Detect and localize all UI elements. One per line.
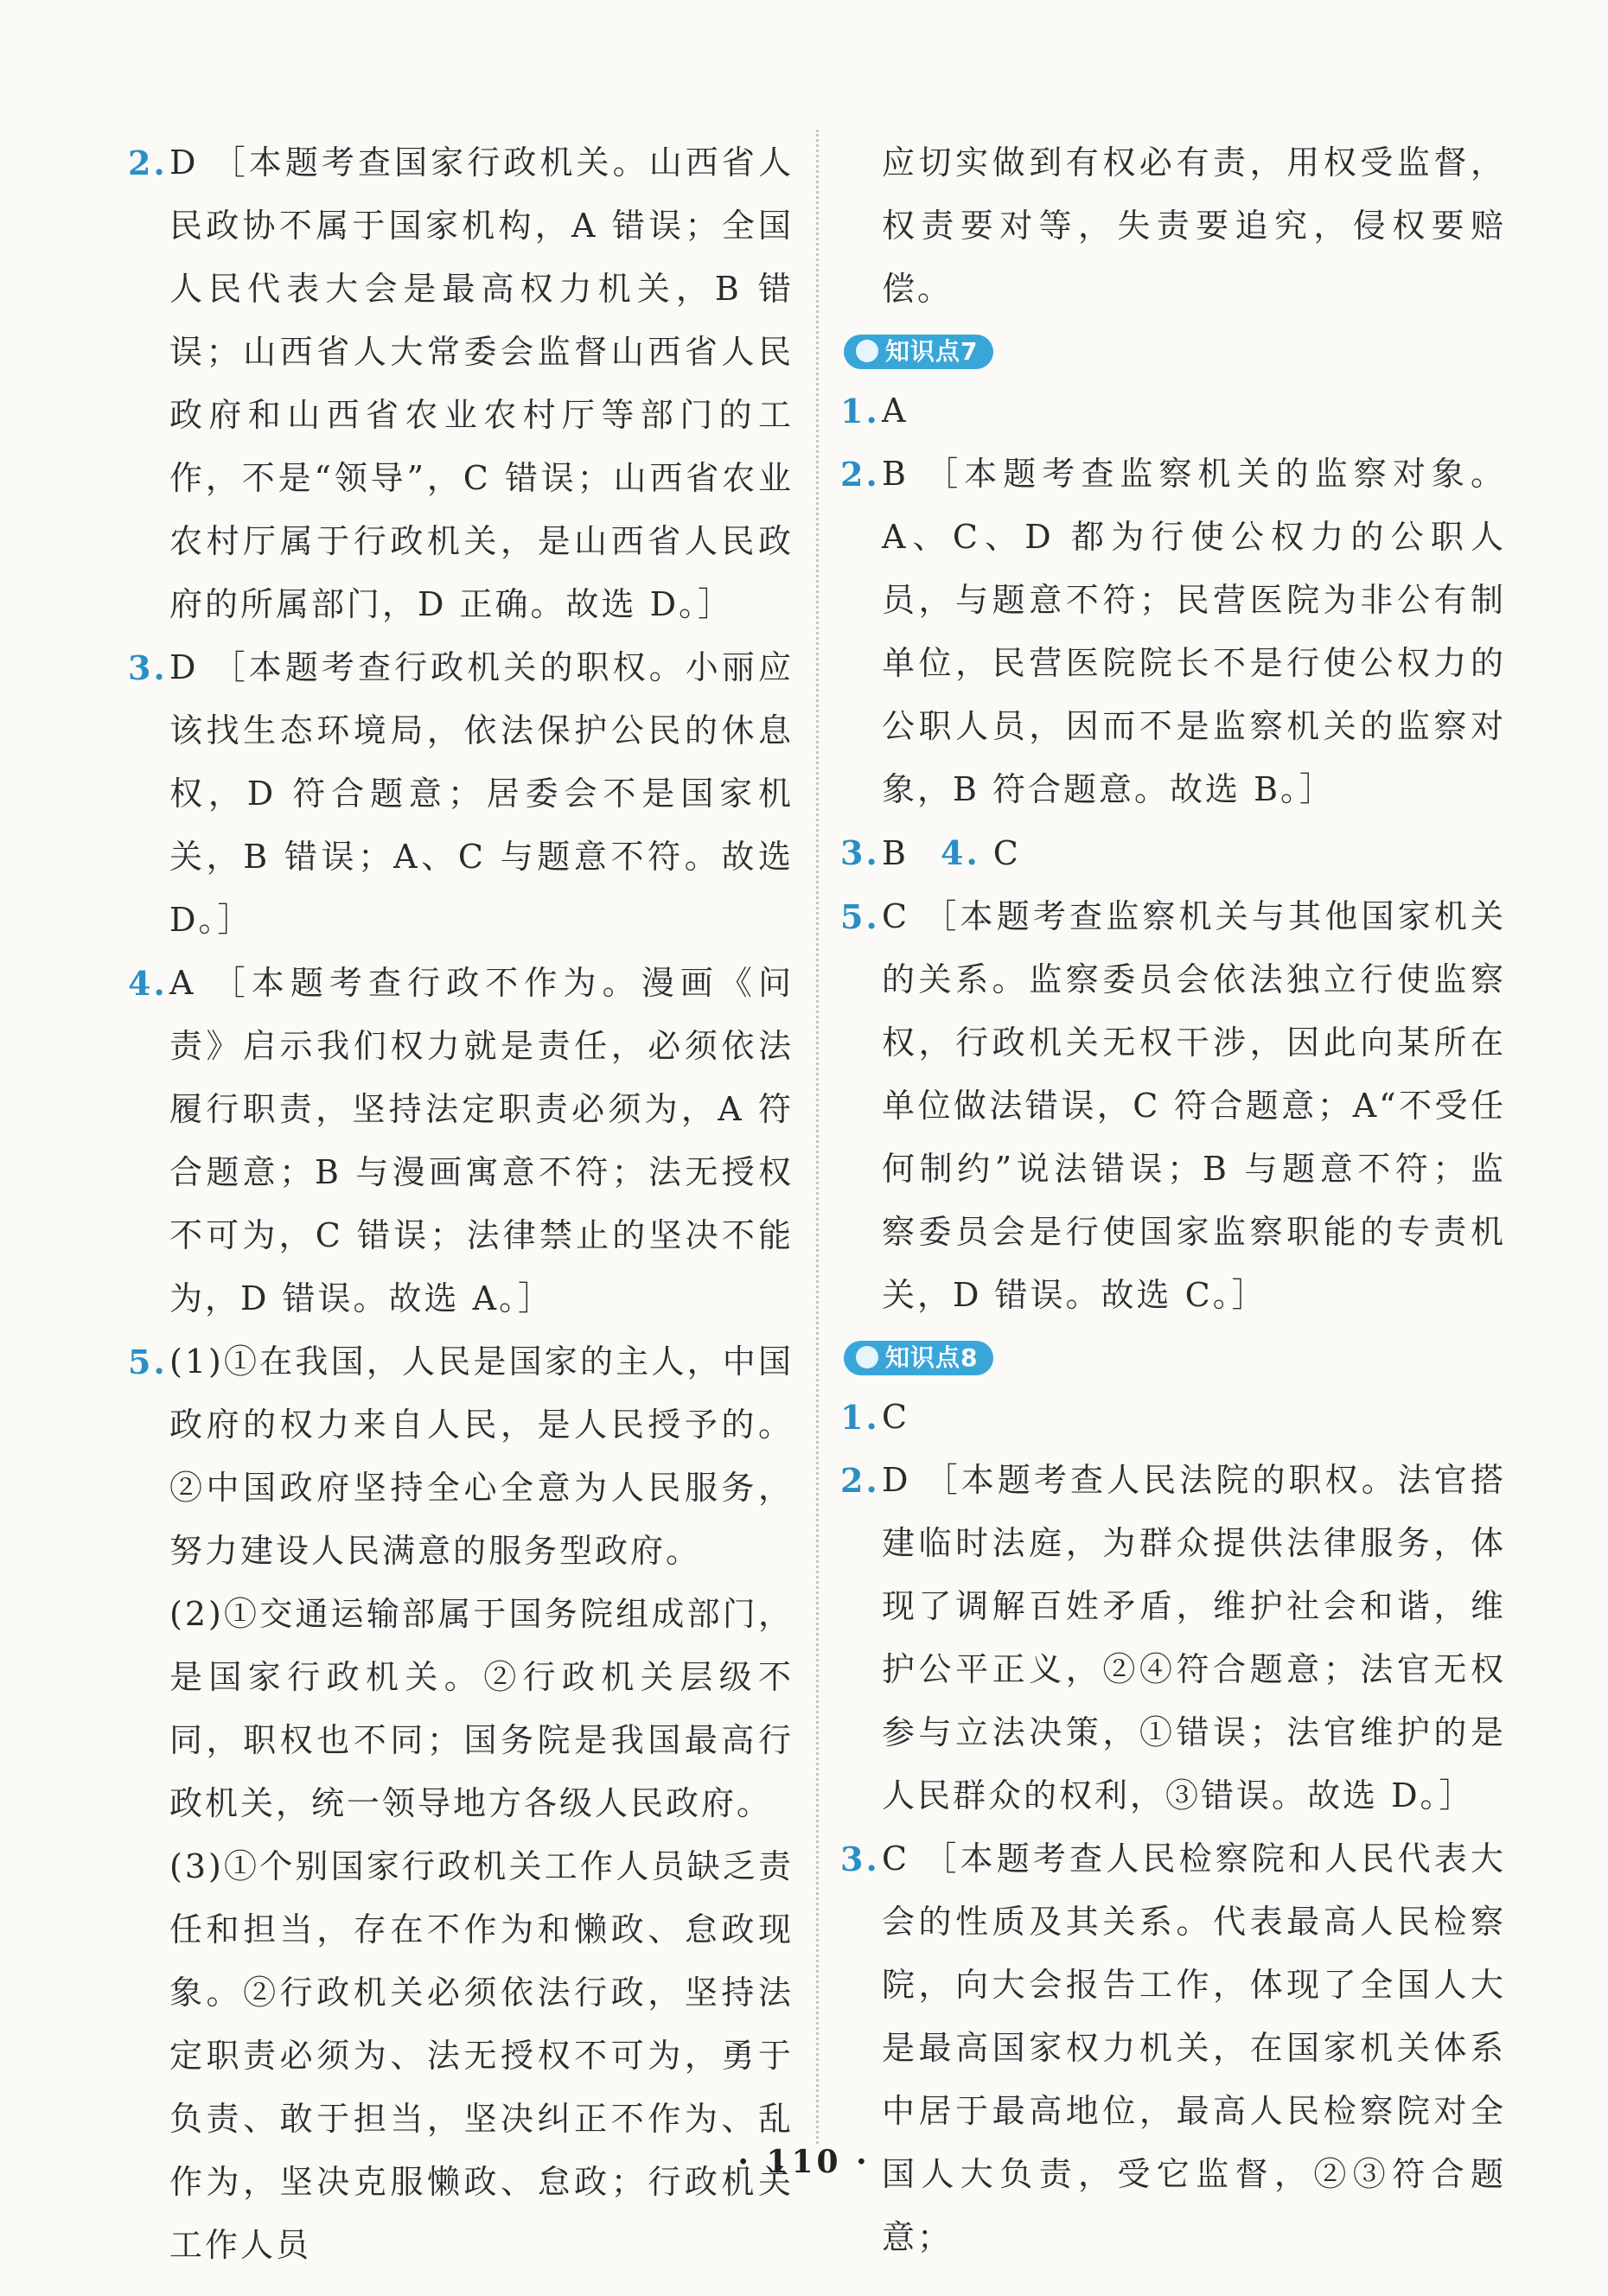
answer-1: [840, 1386, 1506, 1449]
section-badge-8: [844, 1341, 993, 1375]
answer-text: A ［本题考查行政不作为。漫画《问责》启示我们权力就是责任，必须依法履行职责，坚持法定职责必须为，A 符合题意；B 与漫画寓意不符；法无授权不可为，C 错误；法律禁止的坚决不能为，D 错误。故选 A。］: [169, 964, 794, 1317]
answer-text: C: [882, 1398, 910, 1436]
answer-2: [840, 443, 1506, 821]
answer-number: 2.: [840, 455, 880, 494]
badge-dot-icon: [856, 340, 878, 362]
answer-1: [840, 379, 1506, 443]
answer-number: 2.: [840, 1461, 880, 1500]
answer-text: D ［本题考查国家行政机关。山西省人民政协不属于国家机构，A 错误；全国人民代表大会是最高权力机关，B 错误；山西省人大常委会监督山西省人民政府和山西省农业农村厅等部门的工作，不是“领导”，C 错误；山西省农业农村厅属于行政机关，是山西省人民政府的所属部门，D 正确。故选 D。］: [169, 144, 794, 623]
answer-text: C: [992, 834, 1021, 872]
answer-number: 5.: [128, 1343, 168, 1381]
answer-number: 5.: [840, 897, 880, 936]
answer-number: 4.: [941, 833, 980, 872]
answer-text: D ［本题考查行政机关的职权。小丽应该找生态环境局，依法保护公民的休息权，D 符合题意；居委会不是国家机关，B 错误；A、C 与题意不符。故选 D。］: [169, 648, 794, 939]
answer-text: B ［本题考查监察机关的监察对象。A、C、D 都为行使公权力的公职人员，与题意不符；民营医院为非公有制单位，民营医院院长不是行使公权力的公职人员，因而不是监察机关的监察对象，B 符合题意。故选 B。］: [882, 455, 1506, 808]
answer-text: (2)①交通运输部属于国务院组成部门，是国家行政机关。②行政机关层级不同，职权也不同；国务院是我国最高行政机关，统一领导地方各级人民政府。: [169, 1595, 794, 1822]
answer-text: C ［本题考查人民检察院和人民代表大会的性质及其关系。代表最高人民检察院，向大会报告工作，体现了全国人大是最高国家权力机关，在国家机关体系中居于最高地位，最高人民检察院对全国人大负责，受它监督，②③符合题意；: [882, 1840, 1506, 2256]
badge-dot-icon: [856, 1346, 878, 1368]
answer-5-part-2: [128, 1583, 794, 1835]
answer-number: 3.: [840, 833, 880, 872]
answer-text: C ［本题考查监察机关与其他国家机关的关系。监察委员会依法独立行使监察权，行政机关无权干涉，因此向某所在单位做法错误，C 符合题意；A“不受任何制约”说法错误；B 与题意不符；监察委员会是行使国家监察职能的专责机关，D 错误。故选 C。］: [882, 897, 1506, 1314]
section-badge-7: [844, 335, 993, 369]
answer-number: 4.: [128, 964, 168, 1003]
answer-number: 1.: [840, 1398, 880, 1437]
answer-5-part-1: [128, 1330, 794, 1583]
left-column: [128, 131, 794, 2277]
answer-2: [840, 1449, 1506, 1827]
answer-text: A: [882, 392, 909, 430]
page-number: · 110 ·: [737, 2144, 871, 2180]
answer-number: 2.: [128, 144, 168, 182]
badge-label: 知识点7: [885, 337, 979, 366]
answer-3: [128, 636, 794, 952]
column-divider: [816, 130, 819, 2144]
answer-text: D ［本题考查人民法院的职权。法官搭建临时法庭，为群众提供法律服务，体现了调解百姓矛盾，维护社会和谐，维护公平正义，②④符合题意；法官无权参与立法决策，①错误；法官维护的是人民群众的权利，③错误。故选 D。］: [882, 1461, 1506, 1814]
answer-text: B: [882, 834, 909, 872]
right-column: [840, 131, 1506, 2269]
answer-text: 应切实做到有权必有责，用权受监督，权责要对等，失责要追究，侵权要赔偿。: [882, 144, 1506, 308]
answer-5: [840, 885, 1506, 1327]
badge-label: 知识点8: [885, 1343, 979, 1372]
answer-5-part-3: [128, 1835, 794, 2277]
answer-3: [840, 1827, 1506, 2269]
answer-text: (3)①个别国家行政机关工作人员缺乏责任和担当，存在不作为和懒政、怠政现象。②行政机关必须依法行政，坚持法定职责必须为、法无授权不可为，勇于负责、敢于担当，坚决纠正不作为、乱作为，坚决克服懒政、怠政；行政机关工作人员: [169, 1847, 794, 2264]
answer-2: [128, 131, 794, 636]
answer-text: (1)①在我国，人民是国家的主人，中国政府的权力来自人民，是人民授予的。②中国政府坚持全心全意为人民服务，努力建设人民满意的服务型政府。: [169, 1343, 794, 1570]
answer-4: [128, 952, 794, 1330]
answer-number: 1.: [840, 392, 880, 430]
answer-number: 3.: [840, 1840, 880, 1878]
answer-number: 3.: [128, 648, 168, 687]
answer-3-4: [840, 821, 1506, 885]
continuation-text: [840, 131, 1506, 321]
